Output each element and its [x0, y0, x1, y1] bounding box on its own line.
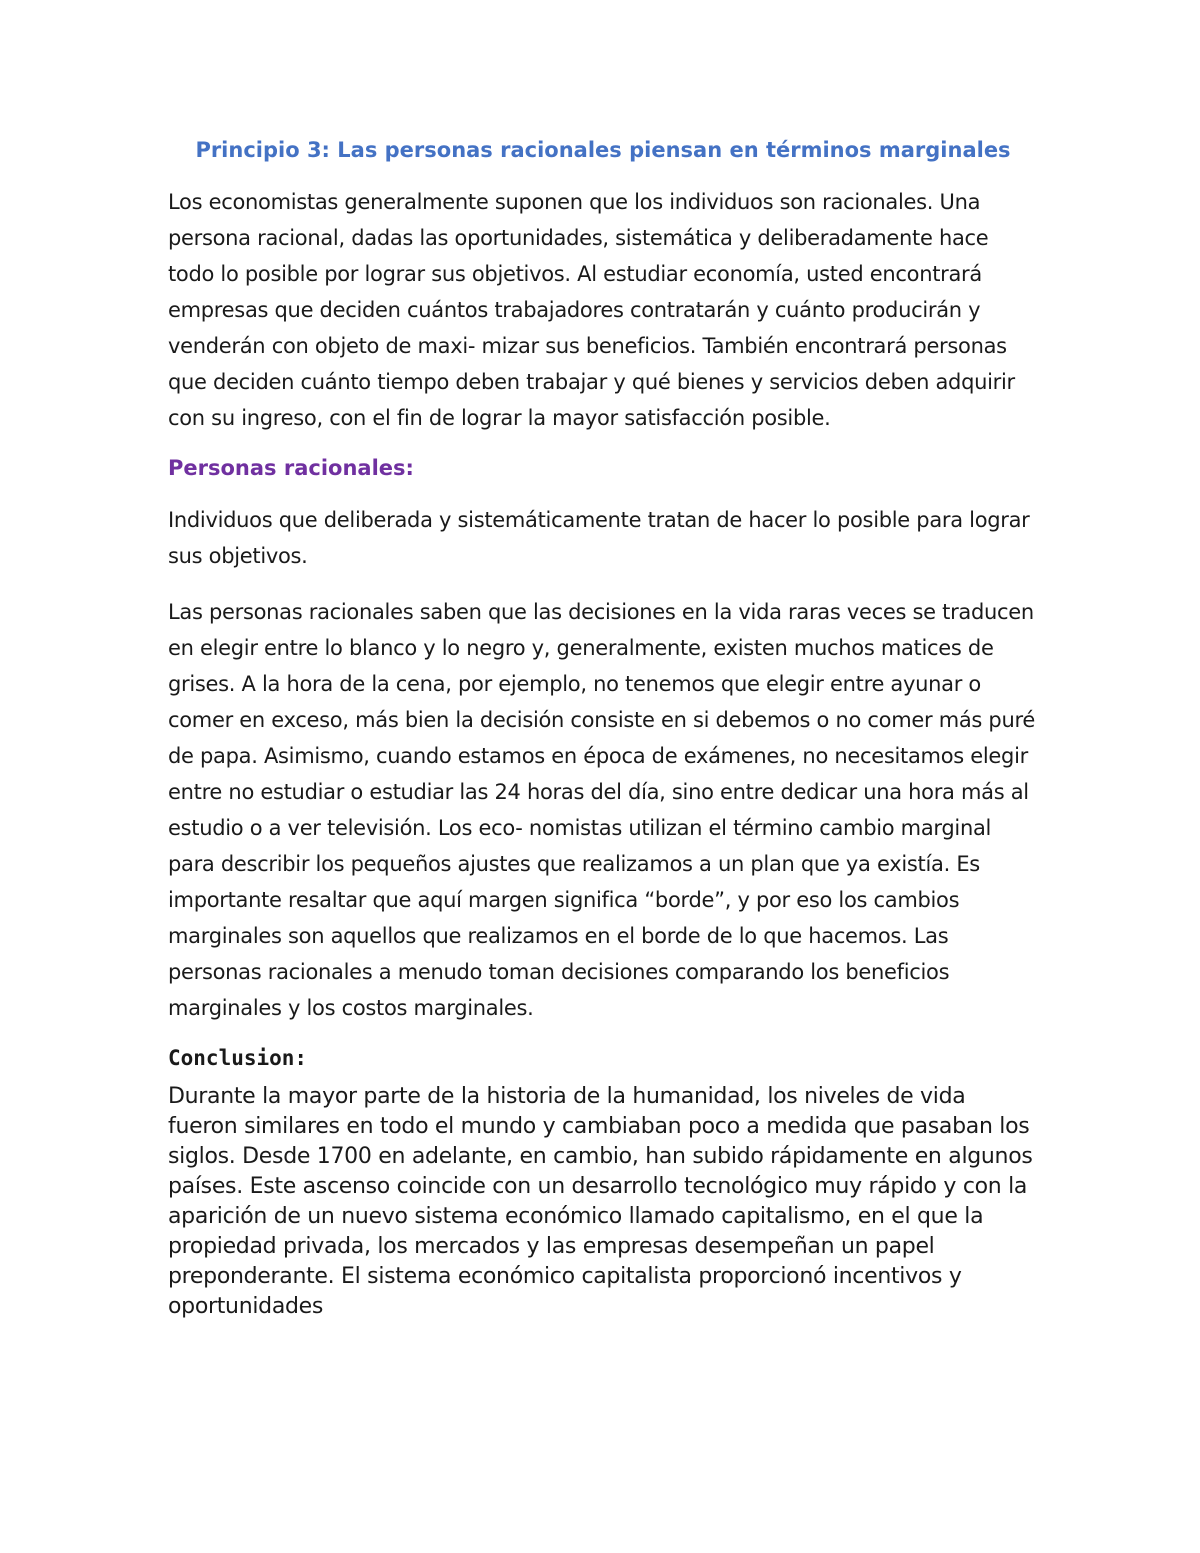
subheading-rational-people: Personas racionales: — [168, 456, 414, 480]
conclusion-paragraph: Durante la mayor parte de la historia de la humanidad, los niveles de vida fueron similares en todo el mundo y cambiaban poco a medida que pasaban los siglos. Desde 1700 en adelante, en cambio, han subido rápidamente en algunos países. Este ascenso coincide con un desarrollo tecnológico muy rápido y con la aparición de un nuevo sistema económico llamado capitalismo, en el que la propiedad privada, los mercados y las empresas desempeñan un papel preponderante. El sistema económico capitalista proporcionó incentivos y oportunidades — [168, 1084, 1033, 1319]
document-body — [168, 138, 1038, 1322]
paragraph-definition: Individuos que deliberada y sistemáticamente tratan de hacer lo posible para lograr sus objetivos. — [168, 508, 1030, 568]
paragraph-rational-individuals: Los economistas generalmente suponen que los individuos son racionales. Una persona racional, dadas las oportunidades, sistemática y deliberadamente hace todo lo posible por lograr sus objetivos. Al estudiar economía, usted encontrará empresas que deciden cuántos trabajadores contratarán y cuánto producirán y venderán con objeto de maxi- mizar sus beneficios. También encontrará personas que deciden cuánto tiempo deben trabajar y qué bienes y servicios deben adquirir con su ingreso, con el fin de lograr la mayor satisfacción posible. — [168, 190, 1015, 430]
paragraph-marginal-changes: Las personas racionales saben que las decisiones en la vida raras veces se traducen en elegir entre lo blanco y lo negro y, generalmente, existen muchos matices de grises. A la hora de la cena, por ejemplo, no tenemos que elegir entre ayunar o comer en exceso, más bien la decisión consiste en si debemos o no comer más puré de papa. Asimismo, cuando estamos en época de exámenes, no necesitamos elegir entre no estudiar o estudiar las 24 horas del día, sino entre dedicar una hora más al estudio o a ver televisión. Los eco- nomistas utilizan el término cambio marginal para describir los pequeños ajustes que realizamos a un plan que ya existía. Es importante resaltar que aquí margen significa “borde”, y por eso los cambios marginales son aquellos que realizamos en el borde de lo que hacemos. Las personas racionales a menudo toman decisiones comparando los beneficios marginales y los costos marginales. — [168, 600, 1035, 1020]
document-title: Principio 3: Las personas racionales piensan en términos marginales — [195, 138, 1011, 162]
conclusion-heading: Conclusion: — [168, 1046, 308, 1070]
